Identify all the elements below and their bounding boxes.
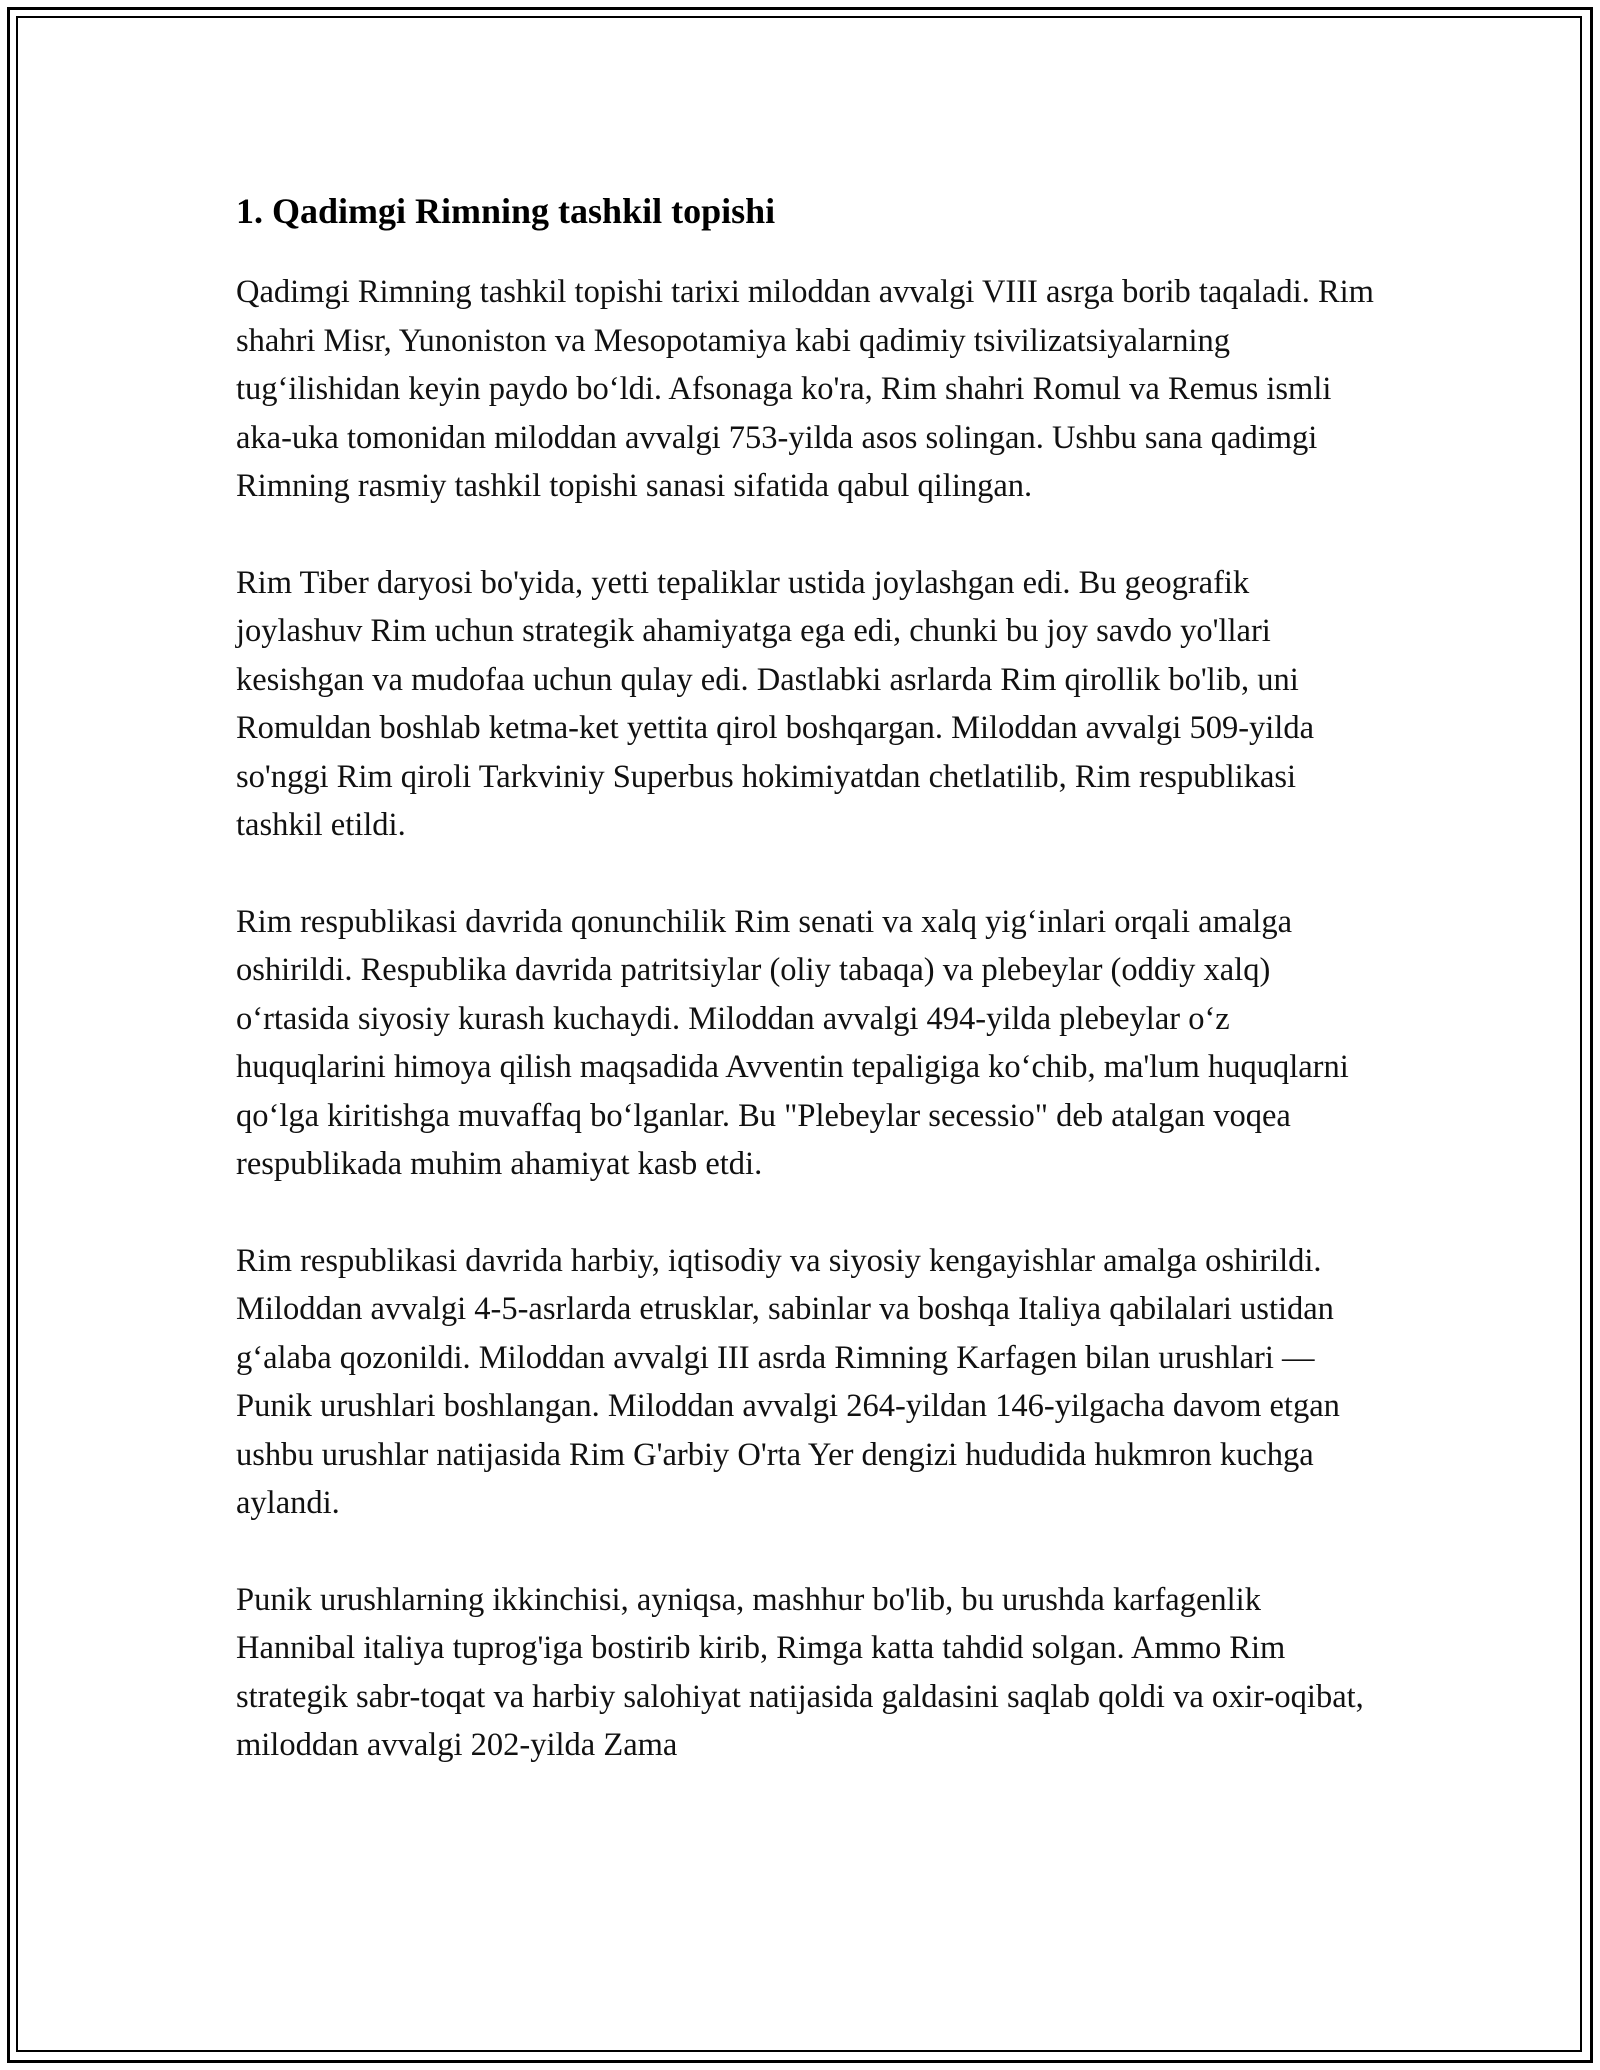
paragraph-punic-wars: Punik urushlarning ikkinchisi, ayniqsa, mashhur bo'lib, bu urushda karfagenlik Hannibal italiya tuprog'iga bostirib kirib, Rimga katta tahdid solgan. Ammo Rim strategik sabr-toqat va harbiy salohiyat natijasida galdasini saqlab qoldi va oxir-oqibat, miloddan avvalgi 202-yilda Zama xyxy=(236,1581,1364,1763)
paragraph-founding: Qadimgi Rimning tashkil topishi tarixi miloddan avvalgi VIII asrga borib taqaladi. Rim shahri Misr, Yunoniston va Mesopotamiya kabi qadimiy tsivilizatsiyalarning tug‘ilishidan keyin paydo bo‘ldi. Afsonaga ko'ra, Rim shahri Romul va Remus ismli aka-uka tomonidan miloddan avvalgi 753-yilda asos solingan. Ushbu sana qadimgi Rimning rasmiy tashkil topishi sanasi sifatida qabul qilingan. xyxy=(236,274,1374,504)
paragraph-republic-law: Rim respublikasi davrida qonunchilik Rim senati va xalq yig‘inlari orqali amalga oshirildi. Respublika davrida patritsiylar (oliy tabaqa) va plebeylar (oddiy xalq) o‘rtasida siyosiy kurash kuchaydi. Miloddan avvalgi 494-yilda plebeylar o‘z huquqlarini himoya qilish maqsadida Avventin tepaligiga ko‘chib, ma'lum huquqlarni qo‘lga kiritishga muvaffaq bo‘lganlar. Bu "Plebeylar secessio" deb atalgan voqea respublikada muhim ahamiyat kasb etdi. xyxy=(236,903,1349,1182)
paragraph-geography: Rim Tiber daryosi bo'yida, yetti tepaliklar ustida joylashgan edi. Bu geografik joylashuv Rim uchun strategik ahamiyatga ega edi, chunki bu joy savdo yo'llari kesishgan va mudofaa uchun qulay edi. Dastlabki asrlarda Rim qirollik bo'lib, uni Romuldan boshlab ketma-ket yettita qirol boshqargan. Miloddan avvalgi 509-yilda so'nggi Rim qiroli Tarkviniy Superbus hokimiyatdan chetlatilib, Rim respublikasi tashkil etildi. xyxy=(236,564,1315,843)
document-body xyxy=(236,188,1376,1818)
paragraph-expansion: Rim respublikasi davrida harbiy, iqtisodiy va siyosiy kengayishlar amalga oshirildi. Miloddan avvalgi 4-5-asrlarda etrusklar, sabinlar va boshqa Italiya qabilalari ustidan g‘alaba qozonildi. Miloddan avvalgi III asrda Rimning Karfagen bilan urushlari — Punik urushlari boshlangan. Miloddan avvalgi 264-yildan 146-yilgacha davom etgan ushbu urushlar natijasida Rim G'arbiy O'rta Yer dengizi hududida hukmron kuchga aylandi. xyxy=(236,1242,1340,1521)
section-heading: 1. Qadimgi Rimning tashkil topishi xyxy=(236,191,776,231)
